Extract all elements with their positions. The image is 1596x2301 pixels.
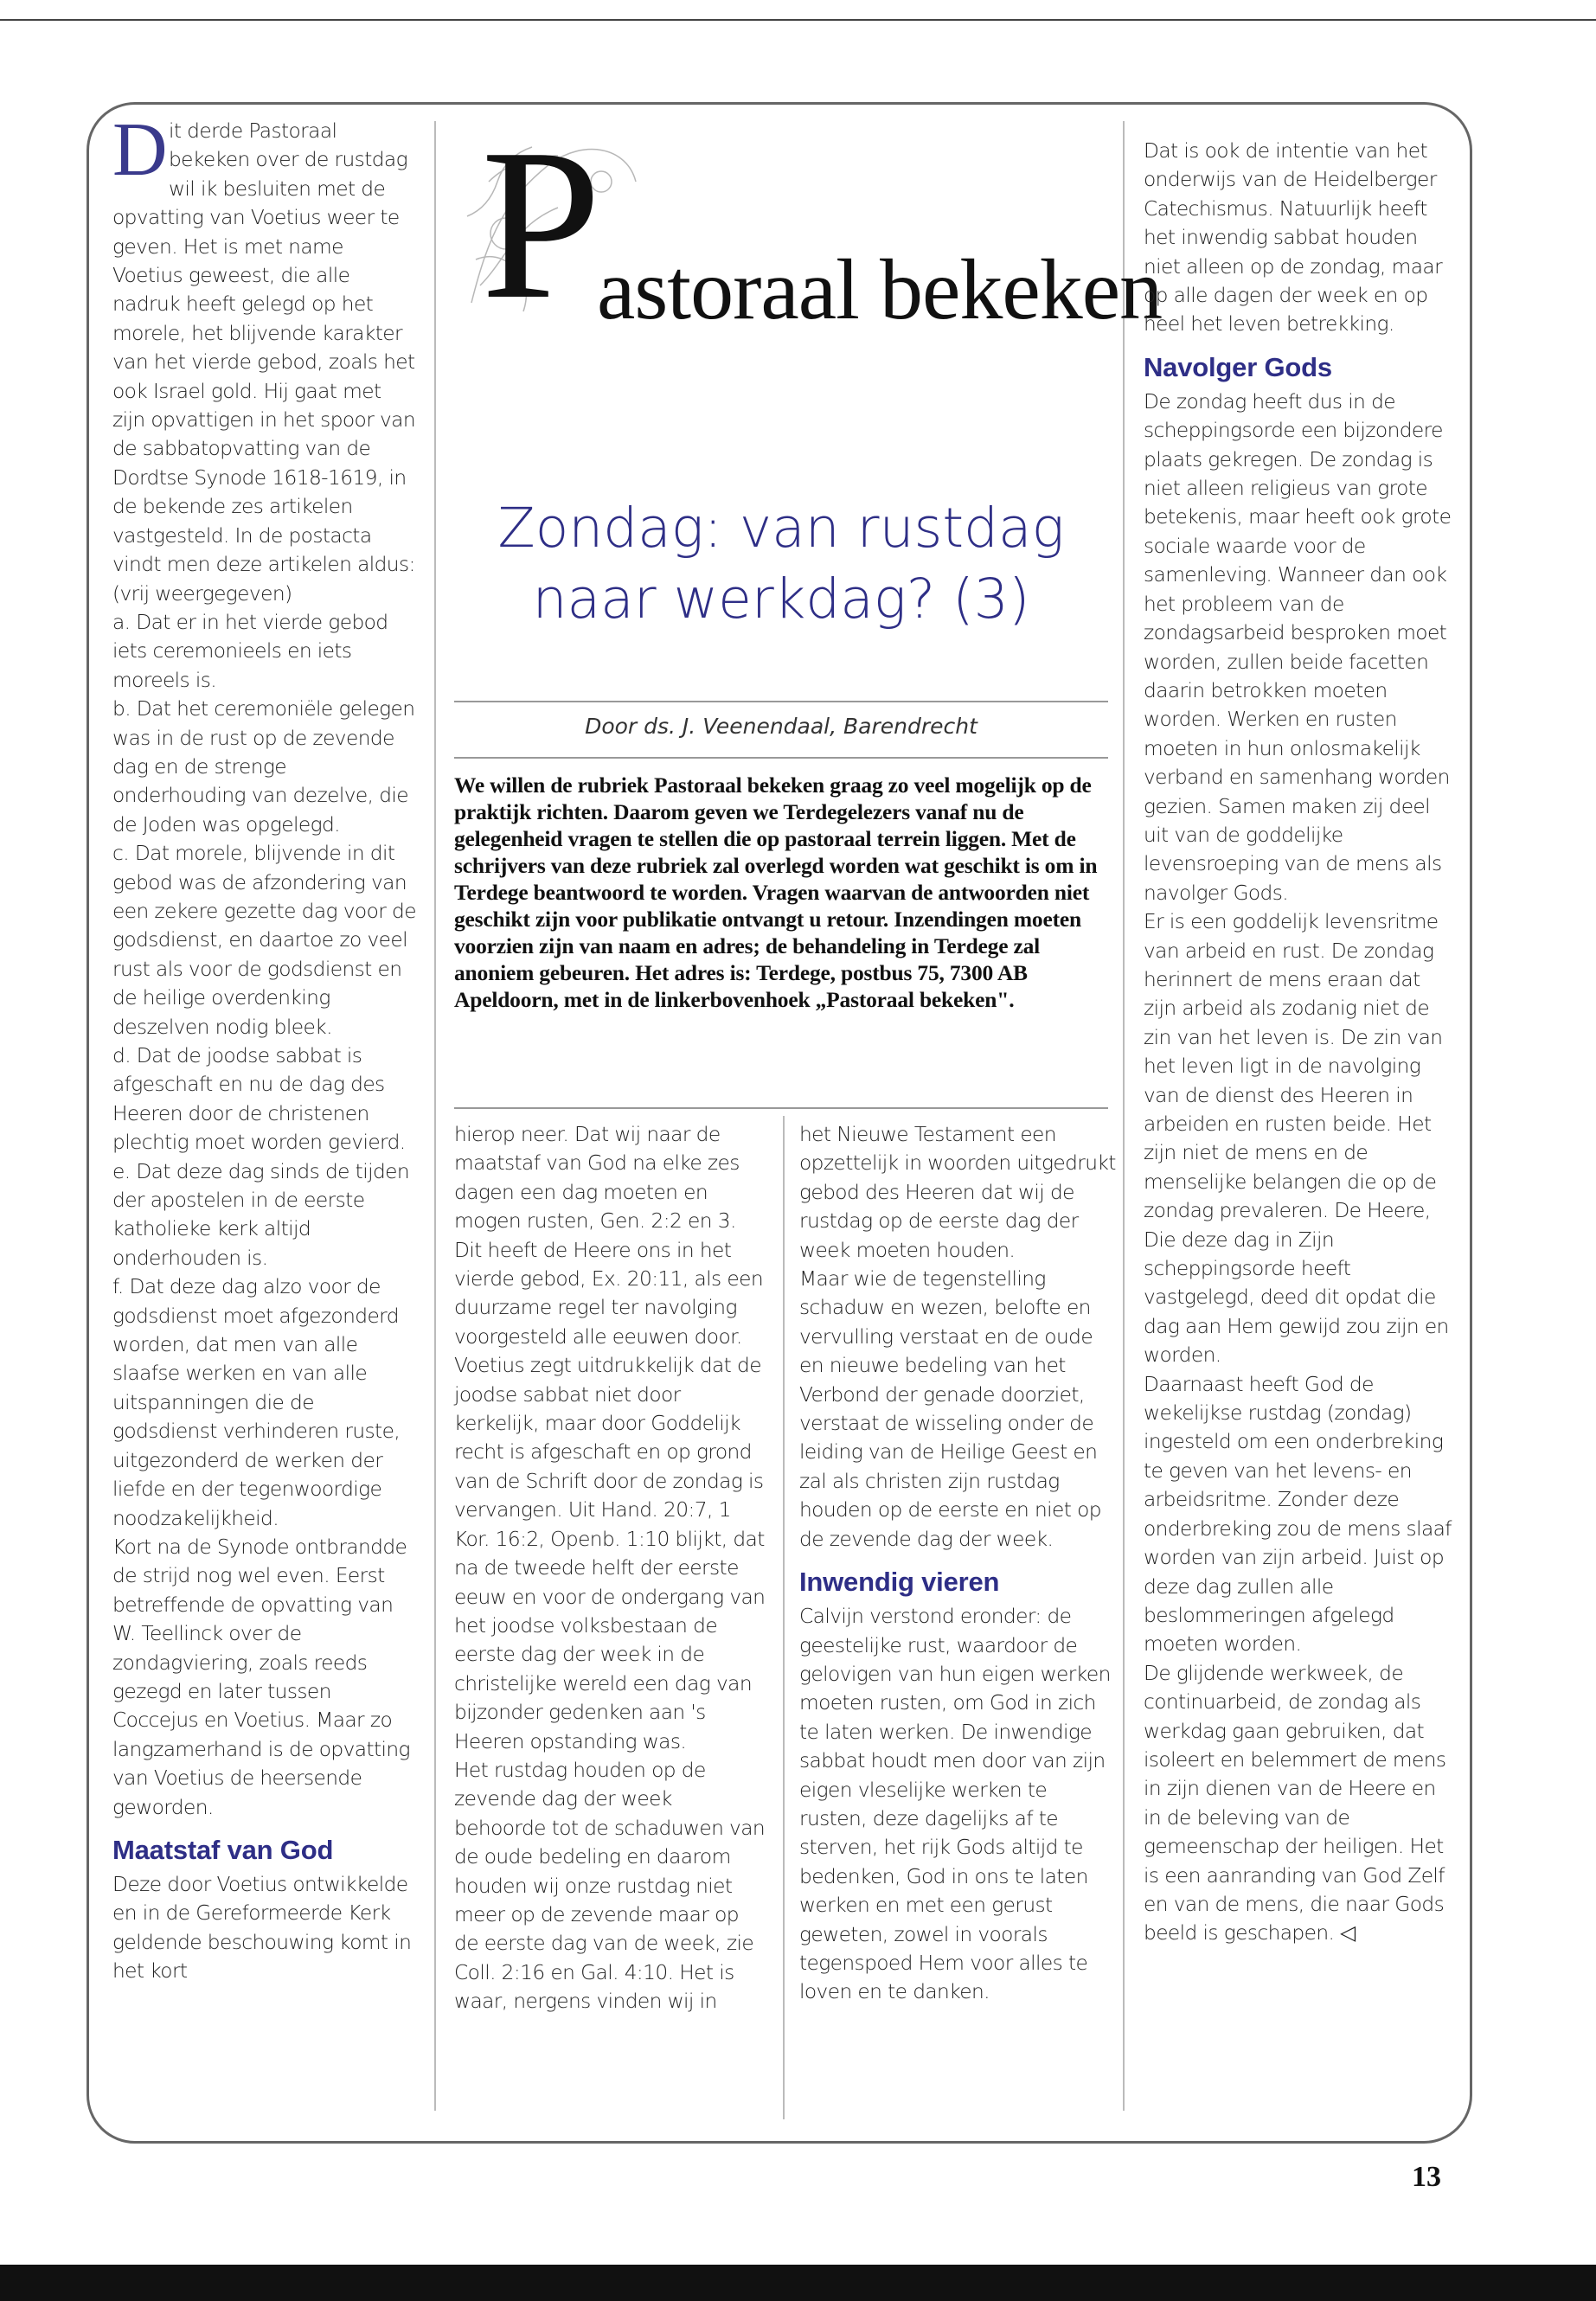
subhead-inwendig: Inwendig vieren bbox=[799, 1567, 1000, 1598]
paragraph: Voetius zegt uitdrukkelijk dat de joodse sabbat niet door kerkelijk, maar door Goddelijk recht is afgeschaft en op grond van de Schrift door de zondag is vervangen. Uit Hand. 20:7, 1 Kor. 16:2, Openb. 1:10 blijkt, dat na de tweede helft der eerste eeuw en voor de ondergang van het joodse volksbestaan de eerste dag der week in de christelijke wereld een dag van bijzonder gedenken aan 's Heeren opstanding was. bbox=[454, 1354, 766, 1753]
column-rule-left bbox=[434, 121, 436, 2111]
scan-bottom-bar bbox=[0, 2265, 1596, 2301]
column-middle-b bbox=[799, 1120, 1119, 2007]
list-item-d: d. Dat de joodse sabbat is afgeschaft en nu de dag des Heeren door de christenen plechtig moet worden gevierd. bbox=[112, 1044, 406, 1155]
column-rule-middle bbox=[783, 1116, 785, 2119]
byline-rule-bottom bbox=[454, 757, 1108, 759]
list-item-e: e. Dat deze dag sinds de tijden der apostelen in de eerste katholieke kerk altijd onderhouden is. bbox=[112, 1159, 410, 1270]
paragraph: Daarnaast heeft God de wekelijkse rustdag (zondag) ingesteld om een onderbreking te geven van het levens- en arbeidsritme. Zonder deze onderbreking zou de mens slaaf worden van zijn arbeid. Juist op deze dag zullen alle beslommeringen afgelegd moeten worden. bbox=[1144, 1372, 1452, 1657]
paragraph-opening: Dit derde Pastoraal bekeken over de rustdag wil ik besluiten met de opvatting van Voetius weer te geven. Het is met name Voetius geweest, die alle nadruk heeft gelegd op het morele, het blijvende karakter van het vierde gebod, zoals het ook Israel gold. Hij gaat met zijn opvattigen in het spoor van de sabbatopvatting van de Dordtse Synode 1618-1619, in de bekende zes artikelen vastgesteld. In de postacta vindt men deze artikelen aldus: (vrij weergegeven) bbox=[112, 108, 416, 606]
paragraph: Deze door Voetius ontwikkelde en in de Gereformeerde Kerk geldende beschouwing komt in het kort bbox=[112, 1872, 412, 1984]
column-left bbox=[112, 108, 417, 1986]
paragraph: Er is een goddelijk levensritme van arbeid en rust. De zondag herinnert de mens eraan dat zijn arbeid als zodanig niet de zin van het leven is. De zin van het leven ligt in de navolging van de dienst des Heeren in arbeiden en rusten beide. Het zijn niet de mens en de menselijke belangen die op de zondag prevaleren. De Heere, Die deze dag in Zijn scheppingsorde heeft vastgelegd, deed dit opdat die dag aan Hem gewijd zou zijn en worden. bbox=[1144, 910, 1449, 1368]
paragraph: Dat is ook de intentie van het onderwijs van de Heidelberger Catechismus. Natuurlijk heeft het inwendig sabbat houden niet alleen op de zondag, maar op alle dagen der week en op heel het leven betrekking. bbox=[1144, 139, 1443, 336]
paragraph: hierop neer. Dat wij naar de maatstaf van God na elke zes dagen een dag moeten en mogen rusten, Gen. 2:2 en 3. Dit heeft de Heere ons in het vierde gebod, Ex. 20:11, als een duurzame regel ter navolging voorgesteld alle eeuwen door. bbox=[454, 1123, 764, 1349]
column-middle-a bbox=[454, 1120, 766, 2016]
intro-rule-bottom bbox=[454, 1107, 1108, 1109]
masthead-title: astoraal bekeken bbox=[597, 241, 1163, 337]
article-title: Zondag: van rustdag naar werkdag? (3) bbox=[497, 497, 1065, 631]
paragraph: De zondag heeft dus in de scheppingsorde een bijzondere plaats gekregen. De zondag is niet alleen religieus van grote betekenis, maar heeft ook grote sociale waarde voor de samenleving. Wanneer dan ook het probleem van de zondagsarbeid besproken moet worden, zullen beide facetten daarin betrokken moeten worden. Werken en rusten moeten in hun onlosmakelijk verband en samenhang worden gezien. Samen maken zij deel uit van de goddelijke levensroeping van de mens als navolger Gods. bbox=[1144, 389, 1452, 905]
paragraph: het Nieuwe Testament een opzettelijk in woorden uitgedrukt gebod des Heeren dat wij de rustdag op de eerste dag der week moeten houden. bbox=[799, 1123, 1116, 1262]
list-item-f: f. Dat deze dag alzo voor de godsdienst moet afgezonderd worden, dat men van alle slaafse werken en van alle uitspanningen die de godsdienst verhinderen ruste, uitgezonderd de werken der liefde en der tegenwoordige noodzakelijkheid. bbox=[112, 1275, 401, 1530]
subhead-navolger: Navolger Gods bbox=[1144, 351, 1332, 382]
paragraph: Het rustdag houden op de zevende dag der week behoorde tot de schaduwen van de oude bedeling en daarom houden wij onze rustdag niet meer op de zevende maar op de eerste dag van de week, zie Coll. 2:16 en Gal. 4:10. Het is waar, nergens vinden wij in bbox=[454, 1758, 766, 2014]
byline-rule-top bbox=[454, 701, 1108, 702]
list-item-b: b. Dat het ceremoniële gelegen was in de rust op de zevende dag en de strenge onderhouding van dezelve, die de Joden was opgelegd. bbox=[112, 697, 415, 836]
article-byline: Door ds. J. Veenendaal, Barendrecht bbox=[585, 714, 977, 739]
masthead-initial: P bbox=[481, 105, 602, 344]
list-item-c: c. Dat morele, blijvende in dit gebod was de afzondering van een zekere gezette dag voor de godsdienst, en daartoe zo veel rust als voor de godsdienst en de heilige overdenking deszelven nodig bleek. bbox=[112, 842, 416, 1039]
column-right bbox=[1144, 137, 1455, 1948]
paragraph: Maar wie de tegenstelling schaduw en wezen, belofte en vervulling verstaat en de oude en nieuwe bedeling van het Verbond der genade doorziet, verstaat de wisseling onder de leiding van de Heilige Geest en zal als christen zijn rustdag houden op de eerste en niet op de zevende dag der week. bbox=[799, 1267, 1101, 1551]
paragraph: Calvijn verstond eronder: de geestelijke rust, waardoor de gelovigen van hun eigen werken moeten rusten, om God in zich te laten werken. De inwendige sabbat houdt men door van zijn eigen vleselijke werken te rusten, deze dagelijks af te sterven, het rijk Gods altijd te bedenken, God in ons te laten werken en met een gerust geweten, zowel in voorals tegenspoed Hem voor alles te loven en te danken. bbox=[799, 1605, 1111, 2004]
paragraph: Kort na de Synode ontbrandde de strijd nog wel even. Eerst betreffende de opvatting van W. Teellinck over de zondagviering, zoals reeds gezegd en later tussen Coccejus en Voetius. Maar zo langzamerhand is de opvatting van Voetius de heersende geworden. bbox=[112, 1535, 410, 1819]
dropcap: D bbox=[112, 108, 167, 192]
paragraph: De glijdende werkweek, de continuarbeid, de zondag als werkdag gaan gebruiken, dat isoleert en belemmert de mens in zijn dienen van de Heere en in de beleving van de gemeenschap der heiligen. Het is een aanranding van God Zelf en van de mens, die naar Gods beeld is geschapen. ◁ bbox=[1144, 1661, 1446, 1945]
subhead-maatstaf: Maatstaf van God bbox=[112, 1834, 334, 1865]
column-rule-right bbox=[1123, 121, 1125, 2111]
scan-top-line bbox=[0, 19, 1596, 21]
page-number: 13 bbox=[1412, 2161, 1441, 2193]
list-item-a: a. Dat er in het vierde gebod iets ceremonieels en iets moreels is. bbox=[112, 610, 388, 692]
article-intro: We willen de rubriek Pastoraal bekeken graag zo veel mogelijk op de praktijk richten. Daarom geven we Terdegelezers vanaf nu de gelegenheid vragen te stellen die op pastoraal terrein liggen. Met de schrijvers van deze rubriek zal overlegd worden wat geschikt is om in Terdege beantwoord te worden. Vragen waarvan de antwoorden niet geschikt zijn voor publikatie ontvangt u retour. Inzendingen moeten voorzien zijn van naam en adres; de behandeling in Terdege zal anoniem gebeuren. Het adres is: Terdege, postbus 75, 7300 AB Apeldoorn, met in de linkerbovenhoek „Pastoraal bekeken". bbox=[454, 772, 1098, 1012]
